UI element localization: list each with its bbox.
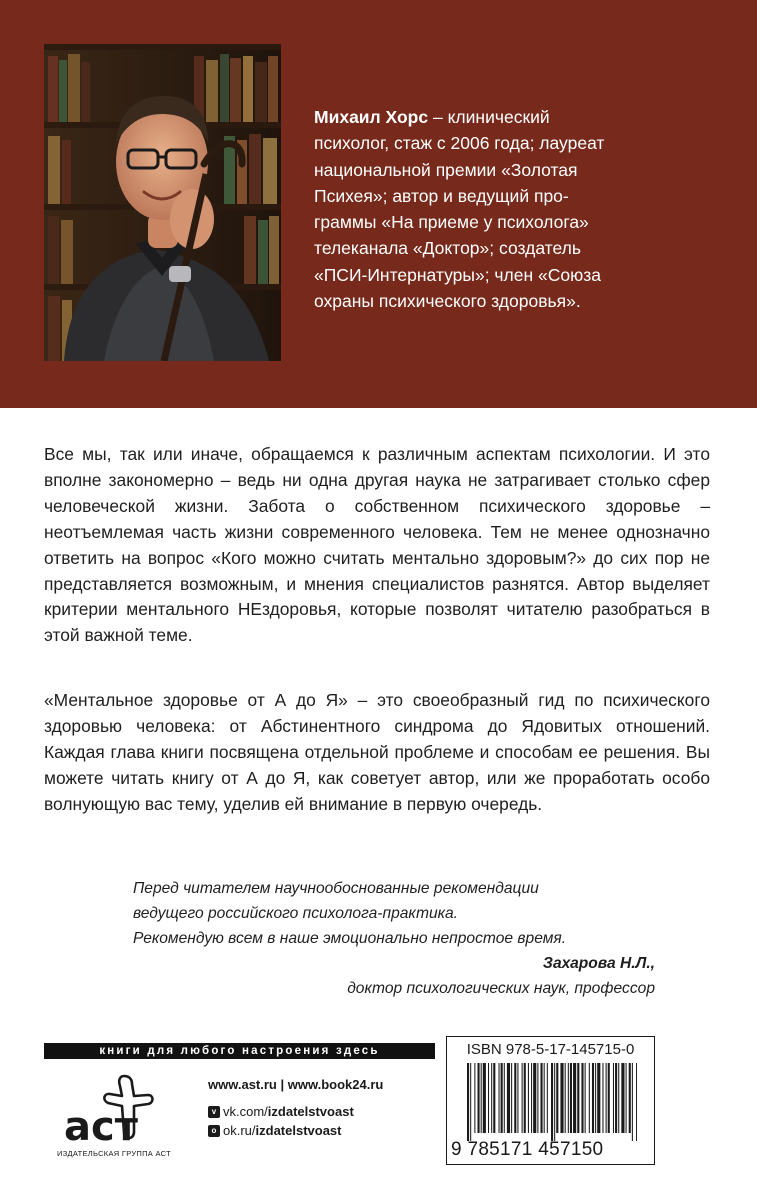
barcode-bar <box>613 1063 614 1133</box>
barcode-bar <box>467 1063 469 1141</box>
ok-prefix: ok.ru/ <box>223 1123 256 1138</box>
vk-prefix: vk.com/ <box>223 1104 268 1119</box>
barcode-bar <box>514 1063 516 1133</box>
barcode-bar <box>528 1063 529 1133</box>
barcode-bar <box>615 1063 617 1133</box>
quote-author <box>347 951 655 1001</box>
author-bio-line-4: Психея»; автор и ведущий про- <box>314 185 569 206</box>
barcode-bar <box>511 1063 512 1133</box>
barcode-bar <box>551 1063 553 1141</box>
publisher-slogan: книги для любого настроения здесь <box>44 1043 435 1059</box>
description-paragraph-2: «Ментальное здоровье от А до Я» – это своеобразный гид по психического здоровью человека: от Абстинентного синдрома до Ядовитых отношений. Каждая глава книги посвящена отдельной проблеме и способам ее решения. Вы можете читать книгу от А до Я, как советует автор, или же проработать особо волнующую вас тему, уделив ей внимание в первую очередь. <box>44 690 710 814</box>
author-bio-line-5: граммы «На приеме у психолога» <box>314 212 589 233</box>
author-band <box>0 0 757 408</box>
barcode-bar <box>608 1063 610 1133</box>
barcode-bar <box>621 1063 624 1133</box>
barcode-bar <box>481 1063 482 1133</box>
vk-handle: izdatelstvoast <box>267 1104 354 1119</box>
quote-line-3: Рекомендую всем в наше эмоционально непростое время. <box>133 930 567 947</box>
barcode-bar <box>531 1063 532 1133</box>
quote-line-1: Перед читателем научнообоснованные рекомендации <box>133 880 539 897</box>
author-bio-line-7: «ПСИ-Интернатуры»; член «Союза <box>314 264 601 285</box>
ast-logo-icon <box>62 1070 158 1148</box>
author-bio-text: – клинический <box>432 107 550 127</box>
barcode-bar <box>491 1063 492 1133</box>
barcode-bar <box>470 1063 471 1141</box>
quote-line-2: ведущего российского психолога-практика. <box>133 905 458 922</box>
logo-text: аст <box>64 1104 138 1148</box>
author-bio <box>314 104 634 314</box>
author-photo-illustration <box>44 44 281 361</box>
author-bio-line-8: охраны психического здоровья». <box>314 291 581 312</box>
barcode-bar <box>573 1063 576 1133</box>
barcode-bar <box>507 1063 510 1133</box>
barcode-bar <box>602 1063 603 1133</box>
barcode-bar <box>501 1063 503 1133</box>
barcode-bar <box>474 1063 475 1133</box>
barcode-bar <box>556 1063 558 1133</box>
barcode-bar <box>636 1063 637 1141</box>
barcode-bar <box>541 1063 543 1133</box>
barcode-bar <box>592 1063 594 1133</box>
quote-author-name: Захарова Н.Л., <box>542 955 655 972</box>
barcode-bar <box>589 1063 590 1133</box>
author-name: Михаил Хорс <box>314 107 429 127</box>
vk-link[interactable] <box>208 1104 354 1119</box>
publisher-websites[interactable]: www.ast.ru | www.book24.ru <box>208 1077 384 1092</box>
barcode-bar <box>577 1063 579 1133</box>
barcode-bar <box>606 1063 607 1133</box>
author-bio-line-6: телеканала «Доктор»; создатель <box>314 238 581 259</box>
barcode-bar <box>629 1063 631 1133</box>
author-bio-line-3: национальной премии «Золотая <box>314 159 578 180</box>
barcode-bar <box>597 1063 600 1133</box>
barcode-bar <box>522 1063 523 1133</box>
barcode-bar <box>560 1063 563 1133</box>
barcode <box>446 1036 655 1165</box>
barcode-digits: 9 785171 457150 <box>451 1139 604 1160</box>
author-bio-line-1 <box>314 104 634 130</box>
barcode-bar <box>533 1063 536 1133</box>
barcode-bar <box>544 1063 545 1133</box>
barcode-bar <box>524 1063 526 1133</box>
ok-icon: o <box>208 1125 220 1137</box>
barcode-bar <box>488 1063 489 1133</box>
barcode-bar <box>581 1063 583 1133</box>
barcode-bar <box>499 1063 500 1133</box>
barcode-bars <box>467 1063 637 1141</box>
ok-handle: izdatelstvoast <box>255 1123 342 1138</box>
barcode-bar <box>568 1063 569 1133</box>
barcode-bar <box>626 1063 627 1133</box>
ok-link[interactable] <box>208 1123 342 1138</box>
barcode-bar <box>493 1063 495 1133</box>
publisher-name: ИЗДАТЕЛЬСКАЯ ГРУППА АСТ <box>57 1149 171 1158</box>
barcode-bar <box>565 1063 566 1133</box>
barcode-bar <box>537 1063 538 1133</box>
vk-icon: v <box>208 1106 220 1118</box>
barcode-bar <box>478 1063 480 1133</box>
barcode-bar <box>483 1063 486 1133</box>
barcode-bar <box>618 1063 619 1133</box>
author-bio-line-2: психолог, стаж с 2006 года; лауреат <box>314 133 605 154</box>
recommendation-quote <box>133 876 653 951</box>
barcode-bar <box>570 1063 572 1133</box>
description-paragraph-1: Все мы, так или иначе, обращаемся к различным аспектам психологии. И это вполне закономерно – ведь ни одна другая наука не затрагивает столько сфер человеческой жизни. Забота о собственном психического здоровье – неотъемлемая часть жизни современного человека. Тем не менее однозначно ответить на вопрос «Кого можно считать ментально здоровым?» до сих пор не представляется возможным, и мнения специалистов разнятся. Автор выделяет критерии ментального НЕздоровья, которые позволят читателю разобраться в этой важной теме. <box>44 444 710 646</box>
barcode-bar <box>595 1063 596 1133</box>
barcode-bar <box>517 1063 518 1133</box>
author-photo <box>44 44 281 361</box>
barcode-bar <box>504 1063 505 1133</box>
barcode-bar <box>554 1063 555 1141</box>
quote-author-title: доктор психологических наук, профессор <box>347 980 655 997</box>
ast-logo-graphic <box>62 1070 158 1148</box>
barcode-bar <box>632 1063 633 1141</box>
isbn-number: ISBN 978-5-17-145715-0 <box>466 1041 635 1058</box>
barcode-bar <box>585 1063 586 1133</box>
barcode-bar <box>547 1063 548 1133</box>
